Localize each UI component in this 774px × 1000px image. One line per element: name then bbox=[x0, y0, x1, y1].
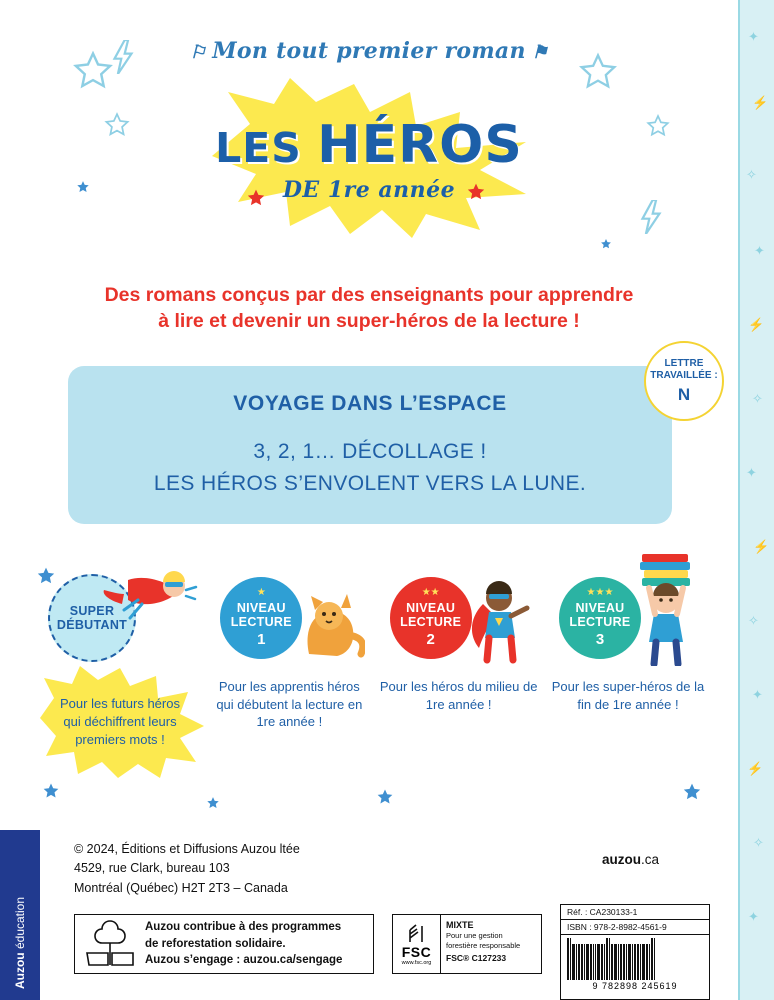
strip-star-icon: ✦ bbox=[752, 687, 763, 702]
strip-bolt-icon: ⚡ bbox=[752, 95, 769, 110]
title-les: LES bbox=[215, 124, 302, 172]
summary-title: VOYAGE DANS L’ESPACE bbox=[233, 392, 507, 415]
strip-star-icon: ✦ bbox=[748, 29, 759, 44]
level-number: 3 bbox=[595, 631, 605, 649]
title-burst bbox=[204, 78, 534, 238]
address-line-3: Montréal (Québec) H2T 2T3 – Canada bbox=[74, 880, 288, 895]
summary-line-1: 3, 2, 1… DÉCOLLAGE ! bbox=[253, 440, 487, 463]
strip-star-icon: ✦ bbox=[754, 243, 765, 258]
level-medal-line-1: SUPER bbox=[69, 603, 115, 618]
reading-levels bbox=[40, 560, 708, 790]
level-caption: Pour les futurs héros qui déchiffrent leurs premiers mots ! bbox=[60, 695, 180, 748]
strip-star-icon: ✦ bbox=[746, 465, 757, 480]
strip-bolt-icon: ⚡ bbox=[753, 539, 770, 554]
barcode-bars bbox=[567, 938, 703, 980]
summary-line-2: LES HÉROS S’ENVOLENT VERS LA LUNE. bbox=[153, 472, 587, 495]
level-medal-line-1: NIVEAU bbox=[575, 600, 625, 615]
level-caption-burst bbox=[34, 664, 206, 780]
fsc-mixte: MIXTE bbox=[446, 920, 474, 930]
website-tld: .ca bbox=[641, 852, 660, 867]
decorative-side-strip bbox=[738, 0, 774, 1000]
reforestation-notice bbox=[74, 914, 374, 974]
boy-with-books-character-icon bbox=[626, 548, 706, 671]
summary-box bbox=[68, 366, 672, 524]
level-medal-line-2: LECTURE bbox=[400, 615, 462, 629]
footer bbox=[0, 830, 738, 1000]
eco-line-3: Auzou s’engage : auzou.ca/sengage bbox=[145, 954, 343, 967]
level-medal bbox=[217, 574, 305, 662]
publisher-subbrand: éducation bbox=[13, 896, 27, 950]
book-tree-icon bbox=[83, 917, 137, 972]
fsc-desc-1: Pour une gestion bbox=[446, 931, 503, 941]
star-solid-icon bbox=[376, 788, 394, 806]
level-medal-wrap bbox=[209, 560, 369, 668]
tagline-line-2: à lire et devenir un super-héros de la lecture ! bbox=[158, 310, 580, 333]
superhero-girl-character-icon bbox=[461, 574, 535, 669]
star-solid-icon bbox=[206, 796, 220, 810]
fsc-description bbox=[441, 915, 541, 973]
level-caption: Pour les super-héros de la fin de 1re année ! bbox=[551, 679, 705, 712]
level-number: 2 bbox=[426, 631, 435, 649]
level-medal-line-2: DÉBUTANT bbox=[56, 618, 128, 632]
publisher-spine-text bbox=[13, 897, 27, 989]
level-stars: ★ bbox=[256, 586, 266, 598]
level-item bbox=[40, 560, 200, 790]
level-medal-wrap bbox=[40, 560, 200, 668]
level-caption: Pour les apprentis héros qui débutent la lecture en 1re année ! bbox=[216, 679, 363, 730]
address-line-1: © 2024, Éditions et Diffusions Auzou ltée bbox=[74, 842, 300, 856]
fsc-url: www.fsc.org bbox=[401, 960, 432, 966]
fsc-tree-icon bbox=[404, 922, 430, 944]
level-medal-line-2: LECTURE bbox=[569, 615, 631, 629]
level-item bbox=[379, 560, 539, 790]
strip-star-icon: ✧ bbox=[748, 613, 759, 628]
level-medal-line-2: LECTURE bbox=[230, 615, 292, 629]
letter-badge-value: N bbox=[677, 384, 691, 404]
flying-hero-character-icon bbox=[102, 560, 198, 635]
isbn-block bbox=[560, 904, 710, 1000]
level-stars: ★★★ bbox=[586, 586, 614, 598]
eco-line-2: de reforestation solidaire. bbox=[145, 937, 286, 950]
strip-star-icon: ✧ bbox=[752, 391, 763, 406]
eco-line-1: Auzou contribue à des programmes bbox=[145, 921, 342, 933]
flag-right-icon: ⚑ bbox=[531, 42, 549, 63]
cat-character-icon bbox=[293, 580, 365, 665]
level-caption: Pour les héros du milieu de 1re année ! bbox=[379, 679, 538, 712]
strip-star-icon: ✦ bbox=[748, 909, 759, 924]
title-sub: DE 1re année bbox=[282, 177, 456, 203]
cover-header bbox=[0, 0, 738, 268]
level-medal-wrap bbox=[379, 560, 539, 668]
fsc-code: FSC® C127233 bbox=[446, 953, 507, 964]
fsc-logo bbox=[393, 915, 441, 973]
flag-left-icon: ⚐ bbox=[189, 42, 207, 63]
strip-bolt-icon: ⚡ bbox=[748, 317, 765, 332]
series-pretitle-text: Mon tout premier roman bbox=[212, 38, 526, 64]
level-item bbox=[209, 560, 369, 790]
tagline bbox=[50, 282, 688, 335]
title-heros: HÉROS bbox=[317, 115, 523, 175]
red-star-icon bbox=[246, 188, 266, 208]
level-item bbox=[548, 560, 708, 790]
barcode-number: 9 782898 245619 bbox=[592, 981, 678, 991]
letter-badge-line-1: LETTRE bbox=[664, 357, 704, 369]
strip-star-icon: ✧ bbox=[753, 835, 764, 850]
fsc-desc-2: forestière responsable bbox=[446, 941, 521, 951]
letter-badge bbox=[644, 341, 724, 421]
publisher-address bbox=[74, 840, 300, 898]
tagline-line-1: Des romans conçus par des enseignants pour apprendre bbox=[104, 284, 634, 306]
website-brand: auzou bbox=[602, 852, 641, 867]
strip-bolt-icon: ⚡ bbox=[747, 761, 764, 776]
publisher-brand: Auzou bbox=[13, 952, 27, 990]
publisher-spine bbox=[0, 830, 40, 1000]
title-main bbox=[215, 115, 523, 175]
level-medal-line-1: NIVEAU bbox=[406, 600, 456, 615]
red-star-icon bbox=[466, 182, 486, 202]
series-pretitle bbox=[0, 38, 738, 64]
website-link[interactable] bbox=[602, 852, 659, 867]
level-number: 1 bbox=[257, 631, 266, 649]
level-stars: ★★ bbox=[421, 586, 440, 598]
address-line-2: 4529, rue Clark, bureau 103 bbox=[74, 861, 230, 876]
level-medal-line-1: NIVEAU bbox=[236, 600, 286, 615]
isbn-row: ISBN : 978-2-8982-4561-9 bbox=[561, 920, 709, 935]
level-medal-wrap bbox=[548, 560, 708, 668]
barcode bbox=[561, 935, 709, 997]
fsc-label bbox=[392, 914, 542, 974]
ref-row: Réf. : CA230133-1 bbox=[561, 905, 709, 920]
fsc-mark: FSC bbox=[401, 944, 432, 960]
reforestation-text bbox=[145, 919, 342, 969]
strip-star-icon: ✧ bbox=[746, 167, 757, 182]
letter-badge-line-2: TRAVAILLÉE : bbox=[650, 370, 718, 381]
